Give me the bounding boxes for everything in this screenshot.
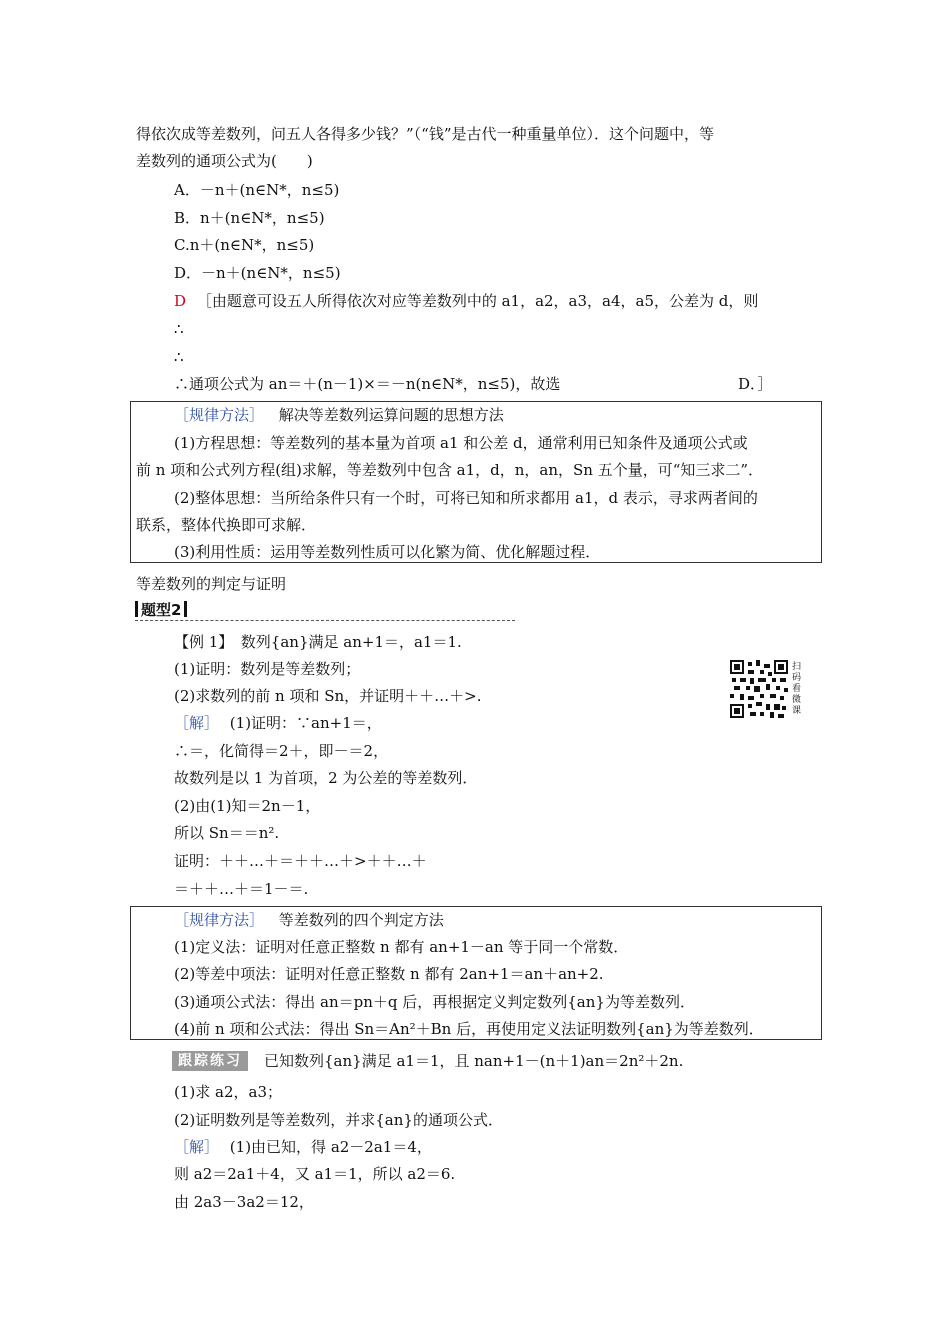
practice-solution-3: 由 2a3－3a2＝12， [174,1193,314,1211]
option-b: B．n＋(n∈N*，n≤5) [174,209,325,227]
method-box-2-m1: (1)定义法：证明对任意正整数 n 都有 an+1－an 等于同一个常数． [174,938,629,956]
tag-bar-end [184,601,187,617]
qr-code-icon[interactable] [730,660,788,718]
therefore-line-2: ∴ [174,348,184,366]
tag-bar [135,601,138,617]
method-box-1-p2b: 联系，整体代换即可求解． [136,516,317,534]
question-type-tag [135,600,187,620]
method-box-1 [130,401,822,563]
solution-tag: ［解］ [174,714,220,732]
method-box-2-m3: (3)通项公式法：得出 an＝pn＋q 后，再根据定义判定数列{an}为等差数列． [174,993,695,1011]
method-title-2: 等差数列的四个判定方法 [278,911,444,929]
method-box-1-header [174,405,504,425]
example-solution-7: ＝＋＋…＋＝1－＝. [174,880,309,898]
example-q1: (1)证明：数列是等差数列； [174,660,361,678]
formula-line: ∴通项公式为 an＝＋(n－1)×＝－n(n∈N*，n≤5)，故选 [174,375,561,393]
problem-text-line1: 得依次成等差数列，问五人各得多少钱？”（“钱”是古代一种重量单位）．这个问题中，等 [136,125,715,143]
example-title: 【例 1】 数列{an}满足 an+1＝，a1＝1. [174,633,462,651]
method-box-2-m2: (2)等差中项法：证明对任意正整数 n 都有 2an+1＝an＋an+2. [174,965,604,983]
dashed-divider [135,620,515,621]
practice-solution-2: 则 a2＝2a1＋4，又 a1＝1，所以 a2＝6. [174,1165,456,1183]
option-a: A．－n＋(n∈N*，n≤5) [174,181,340,199]
method-box-2-header [174,910,444,930]
method-box-1-p3: (3)利用性质：运用等差数列性质可以化繁为简、优化解题过程． [174,543,601,561]
practice-solution-tag: ［解］ [174,1138,220,1156]
example-solution-6: 证明：＋＋…＋＝＋＋…＋>＋＋…＋ [174,852,427,870]
example-q2: (2)求数列的前 n 项和 Sn，并证明＋＋…＋>. [174,687,482,705]
section-heading: 等差数列的判定与证明 [136,575,287,593]
practice-stem: 已知数列{an}满足 a1＝1，且 nan+1－(n＋1)an＝2n²＋2n. [264,1052,684,1070]
method-tag-2: ［规律方法］ [174,911,265,929]
solution-line-1: (1)证明：∵an+1＝， [229,714,382,732]
answer-explanation: ［由题意可设五人所得依次对应等差数列中的 a1，a2，a3，a4，a5，公差为 d，则 [196,292,759,310]
tag-label: 题型2 [141,601,182,619]
method-box-1-p1b: 前 n 项和公式列方程(组)求解，等差数列中包含 a1，d，n，an，Sn 五个量，可“知三求二”． [136,461,764,479]
practice-solution-1 [174,1137,432,1157]
example-solution-1 [174,713,382,733]
example-solution-5: 所以 Sn＝＝n². [174,824,280,842]
practice-q1: (1)求 a2，a3； [174,1083,282,1101]
formula-line-end: D．］ [738,375,773,393]
example-solution-4: (2)由(1)知＝2n－1， [174,797,321,815]
answer-line [174,291,758,311]
practice-label: 跟踪练习 [172,1051,248,1071]
qr-caption: 扫码看微课 [792,662,802,716]
option-c: C.n＋(n∈N*，n≤5) [174,236,315,254]
answer-letter: D [174,292,187,310]
therefore-line-1: ∴ [174,320,184,338]
method-tag: ［规律方法］ [174,406,265,424]
example-solution-2: ∴＝，化简得＝2＋，即－＝2， [174,742,389,760]
example-solution-3: 故数列是以 1 为首项，2 为公差的等差数列． [174,769,478,787]
method-box-1-p2a: (2)整体思想：当所给条件只有一个时，可将已知和所求都用 a1，d 表示，寻求两者间的 [174,489,758,507]
method-box-2-m4: (4)前 n 项和公式法：得出 Sn＝An²＋Bn 后，再使用定义法证明数列{an}为等差数列． [174,1020,764,1038]
practice-q2: (2)证明数列是等差数列，并求{an}的通项公式． [174,1111,503,1129]
option-d: D．－n＋(n∈N*，n≤5) [174,264,341,282]
method-title: 解决等差数列运算问题的思想方法 [278,406,504,424]
method-box-1-p1a: (1)方程思想：等差数列的基本量为首项 a1 和公差 d，通常利用已知条件及通项公式或 [174,434,748,452]
practice-solution-line-1: (1)由已知，得 a2－2a1＝4， [229,1138,432,1156]
problem-text-line2: 差数列的通项公式为( ) [136,152,313,170]
